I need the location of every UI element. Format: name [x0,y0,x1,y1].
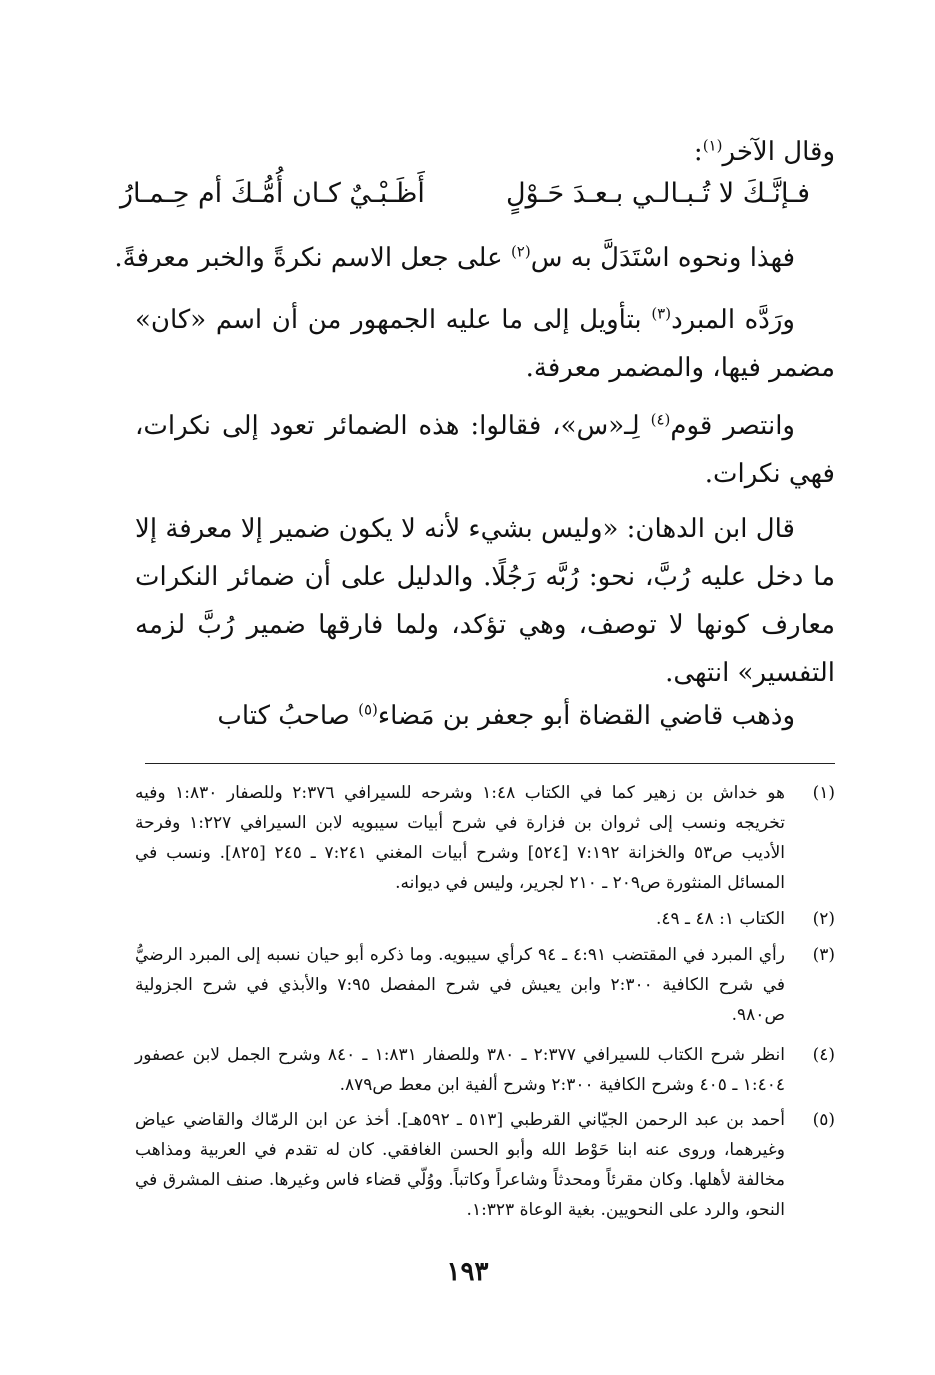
footnote-1 [135,778,835,898]
footnote-3 [135,940,835,1030]
footnote-1-text: هو خداش بن زهير كما في الكتاب ١:٤٨ وشرحه للسيرافي ٢:٣٧٦ وللصفار ١:٨٣٠ وفيه تخريجه ونسب إلى ثروان بن فزارة في شرح أبيات سيبويه لابن السيرافي ١:٢٢٧ وفرحة الأديب ص٥٣ والخزانة ٧:١٩٢ [٥٢٤] وشرح أبيات المغني ٧:٢٤١ ـ ٢٤٥ [٨٢٥]. ونسب في المسائل المنثورة ص٢٠٩ ـ ٢١٠ لجرير، وليس في ديوانه. [135,783,786,893]
footnote-4-text: انظر شرح الكتاب للسيرافي ٢:٣٧٧ ـ ٣٨٠ وللصفار ١:٨٣١ ـ ٨٤٠ وشرح الجمل لابن عصفور ١:٤٠٤ ـ ٤٠٥ وشرح الكافية ٢:٣٠٠ وشرح ألفية ابن معط ص٨٧٩. [135,1045,785,1095]
footnote-2 [135,904,835,934]
footnote-5 [135,1105,835,1225]
verse-second-hemistich: أَظَـبْـيٌ كـان أُمُّـكَ أم حِـمـارُ [120,178,425,209]
footnote-3-text: رأي المبرد في المقتضب ٤:٩١ ـ ٩٤ كرأي سيبويه. وما ذكره أبو حيان نسبه إلى المبرد الرضيُّ في شرح الكافية ٢:٣٠٠ وابن يعيش في شرح المفصل ٧:٩٥ والأبذي في شرح الجزولية ص٩٨٠. [135,945,785,1025]
paragraph-5-text-b: صاحبُ كتاب [217,701,359,731]
paragraph-5-text-a: وذهب قاضي القضاة أبو جعفر بن مَضاء [377,701,795,731]
footnote-ref-3: (٣) [651,304,672,323]
footnote-5-number: (٥) [812,1110,835,1130]
paragraph-1 [114,238,795,278]
paragraph-2 [135,296,835,392]
footnote-ref-2: (٢) [510,242,531,261]
paragraph-2-text-a: ورَدَّه المبرد [671,305,795,335]
intro-text: وقال الآخر [722,137,835,167]
footnote-2-number: (٢) [812,909,835,929]
footnote-5-text: أحمد بن عبد الرحمن الجيّاني القرطبي [٥١٣ ـ ٥٩٢هـ]. أخذ عن ابن الرمّاك والقاضي عياض وغيرهما، وروى عنه ابنا حَوْط الله وأبو الحسن الغافقي. كان له تقدم في العربية ومذاهب مخالفة لأهلها. وكان مقرئاً ومحدثاً وشاعراً وكاتباً. ووُلّي قضاء فاس وغيرها. صنف المشرق في النحو، والرد على النحويين. بغية الوعاة ١:٣٢٣. [135,1110,785,1220]
footnote-4 [135,1040,835,1100]
paragraph-3 [135,402,835,498]
footnote-1-number: (١) [812,783,835,803]
paragraph-3-text-a: وانتصر قوم [670,411,795,441]
footnote-2-text: الكتاب ١: ٤٨ ـ ٤٩. [655,909,785,929]
poem-verse [120,172,810,216]
footnote-4-number: (٤) [812,1045,835,1065]
footnote-3-number: (٣) [812,945,835,965]
footnote-ref-4: (٤) [650,410,671,429]
intro-colon: : [693,137,703,167]
footnote-ref-5: (٥) [358,700,378,719]
paragraph-3-text-b: لِـ«س»، فقالوا: هذه الضمائر تعود إلى نكرات، فهي نكرات. [135,411,835,489]
page-number: ١٩٣ [446,1257,489,1287]
paragraph-4: قال ابن الدهان: «وليس بشيء لأنه لا يكون ضمير إلا معرفة إلا ما دخل عليه رُبَّ، نحو: رُبَّه رَجُلًا. والدليل على أن ضمائر النكرات معارف كونها لا توصف، وهي تؤكد، ولما فارقها ضمير رُبَّ لزمه التفسير» انتهى. [135,514,836,688]
footnote-separator [145,763,835,764]
paragraph-2-text-b: بتأويل إلى ما عليه الجمهور من أن اسم «كان» مضمر فيها، والمضمر معرفة. [135,305,835,383]
footnote-ref-1: (١) [702,136,723,155]
intro-line [694,132,835,172]
paragraph-1-text-a: فهذا ونحوه اسْتَدَلَّ به س [530,243,795,273]
paragraph-1-text-b: على جعل الاسم نكرةً والخبر معرفةً. [114,243,511,273]
verse-first-hemistich: فـإنَّـكَ لا تُـبـالـي بـعـدَ حَـوْلٍ [505,178,810,209]
paragraph-5 [217,696,795,736]
